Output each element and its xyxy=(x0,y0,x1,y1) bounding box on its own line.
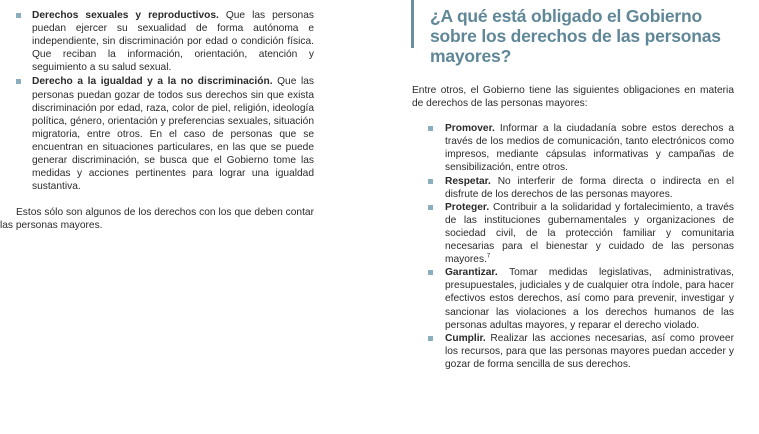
intro-paragraph xyxy=(412,84,734,110)
square-bullet-icon xyxy=(16,13,21,18)
list-item xyxy=(0,9,314,74)
list-item-text xyxy=(445,332,734,371)
list-item xyxy=(412,201,734,266)
list-item-text xyxy=(445,175,734,201)
list-item xyxy=(412,332,734,371)
list-item-body: Que las personas puedan ejercer su sexualidad de forma autónoma e independiente, sin discriminación por edad o condición física. Que reciban la información, orientación, atención y seguimiento a su salud sexual. xyxy=(32,10,314,74)
list-item xyxy=(0,75,314,193)
list-item-body: Realizar las acciones necesarias, así como proveer los recursos, para que las personas mayores puedan acceder y gozar de forma sencilla de sus derechos. xyxy=(445,332,734,370)
rights-list xyxy=(0,9,314,193)
obligations-list xyxy=(412,122,734,371)
intro-text: Entre otros, el Gobierno tiene las siguientes obligaciones en materia de derechos de las personas mayores: xyxy=(412,85,734,110)
square-bullet-icon xyxy=(428,336,433,341)
list-item-term: Promover. xyxy=(445,123,495,135)
list-item-text xyxy=(445,266,734,331)
footnote-marker: 7 xyxy=(486,253,491,260)
list-item-text xyxy=(445,122,734,174)
square-bullet-icon xyxy=(16,79,21,84)
list-item xyxy=(412,122,734,174)
closing-paragraph xyxy=(0,206,314,232)
list-item-term: Garantizar. xyxy=(445,267,498,279)
list-item-text xyxy=(32,9,314,74)
list-item-term: Respetar. xyxy=(445,175,491,187)
list-item-body: Tomar medidas legislativas, administrativas, presupuestales, judiciales y de cualquier otra índole, para hacer efectivos estos derechos, así como para prevenir, investigar y sancionar las violaciones a los derechos humanos de las personas adultas mayores, y reparar el derecho violado. xyxy=(445,267,734,331)
list-item-body: Que las personas puedan gozar de todos sus derechos sin que exista discriminación por edad, raza, color de piel, religión, ideología política, género, orientación y preferencias sexuales, situación migratoria, entre otros. En el caso de personas que se encuentran en situaciones particulares, en las que se puede generar discriminación, se busca que el Gobierno tome las medidas y acciones pertinentes para lograr una igualdad sustantiva. xyxy=(32,76,314,193)
closing-text: Estos sólo son algunos de los derechos con los que deben contar las personas mayores. xyxy=(0,207,314,232)
square-bullet-icon xyxy=(428,205,433,210)
list-item-term: Proteger. xyxy=(445,201,490,213)
list-item-body: No interferir de forma directa o indirecta en el disfrute de los derechos de las personas mayores. xyxy=(445,175,734,200)
right-column xyxy=(412,84,734,371)
left-column xyxy=(0,0,314,233)
title-accent-bar xyxy=(411,0,414,48)
list-item-body: Informar a la ciudadanía sobre estos derechos a través de los medios de comunicación, tanto electrónicos como impresos, mediante cápsulas informativas y campañas de sensibilización, entre otros. xyxy=(445,123,735,174)
square-bullet-icon xyxy=(428,126,433,131)
list-item-term: Cumplir. xyxy=(445,332,486,344)
square-bullet-icon xyxy=(428,270,433,275)
list-item xyxy=(412,266,734,331)
list-item-text xyxy=(32,75,314,193)
page-title: ¿A qué está obligado el Gobierno sobre los derechos de las personas mayores? xyxy=(430,6,721,66)
list-item-body: Contribuir a la solidaridad y fortalecimiento, a través de las instituciones gubernamentales y organizaciones de sociedad civil, de la protección familiar y comunitaria necesarias para el bienestar y cuidado de las personas mayores. xyxy=(445,201,734,266)
list-item-term: Derechos sexuales y reproductivos. xyxy=(32,10,219,21)
square-bullet-icon xyxy=(428,179,433,184)
list-item-text xyxy=(445,201,734,266)
list-item xyxy=(412,175,734,201)
list-item-term: Derecho a la igualdad y a la no discriminación. xyxy=(32,76,273,88)
